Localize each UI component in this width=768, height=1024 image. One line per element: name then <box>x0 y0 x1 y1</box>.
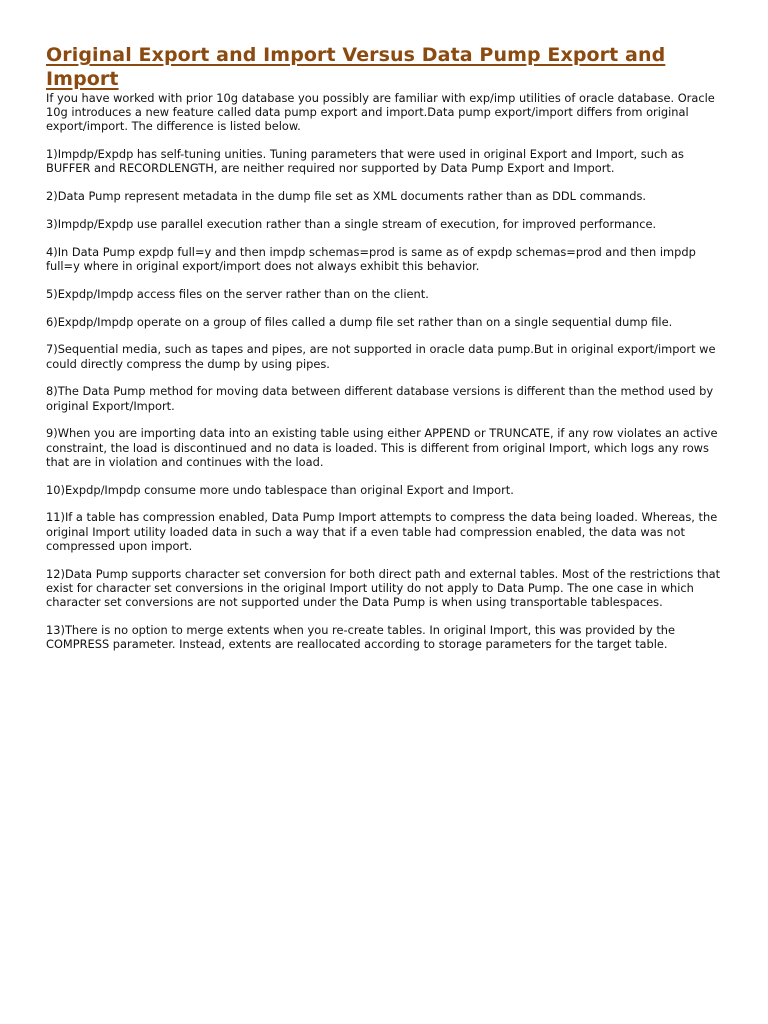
paragraph-11: 11)If a table has compression enabled, Data Pump Import attempts to compress the data being loaded. Whereas, the original Import utility loaded data in such a way that if a even table had compression enabled, the data was not compressed upon import. <box>46 510 718 553</box>
paragraph-10: 10)Expdp/Impdp consume more undo tablespace than original Export and Import. <box>46 482 514 497</box>
paragraph-3: 3)Impdp/Expdp use parallel execution rather than a single stream of execution, for improved performance. <box>46 217 657 231</box>
paragraph-7: 7)Sequential media, such as tapes and pipes, are not supported in oracle data pump.But in original export/import we could directly compress the dump by using pipes. <box>46 342 716 371</box>
paragraph-12: 12)Data Pump supports character set conversion for both direct path and external tables. Most of the restrictions that exist for character set conversions in the original Import utility do not apply to Data Pump. The one case in which character set conversions are not supported under the Data Pump is when using transportable tablespaces. <box>46 566 721 609</box>
paragraph-9: 9)When you are importing data into an existing table using either APPEND or TRUNCATE, if any row violates an active constraint, the load is discontinued and no data is loaded. This is different from original Import, which logs any rows that are in violation and continues with the load. <box>46 426 718 469</box>
paragraph-13: 13)There is no option to merge extents when you re-create tables. In original Import, this was provided by the COMPRESS parameter. Instead, extents are reallocated according to storage parameters for the target table. <box>46 622 676 651</box>
document-page <box>46 43 726 665</box>
paragraph-6: 6)Expdp/Impdp operate on a group of files called a dump file set rather than on a single sequential dump file. <box>46 314 673 329</box>
paragraph-2: 2)Data Pump represent metadata in the dump file set as XML documents rather than as DDL commands. <box>46 189 647 204</box>
paragraph-4: 4)In Data Pump expdp full=y and then impdp schemas=prod is same as of expdp schemas=prod and then impdp full=y where in original export/import does not always exhibit this behavior. <box>46 244 696 273</box>
paragraph-8: 8)The Data Pump method for moving data between different database versions is different than the method used by original Export/Import. <box>46 384 714 413</box>
intro-paragraph: If you have worked with prior 10g database you possibly are familiar with exp/imp utilities of oracle database. Oracle 10g introduces a new feature called data pump export and import.Data pump export/import differs from original export/import. The difference is listed below. <box>46 91 715 134</box>
paragraph-1: 1)Impdp/Expdp has self-tuning unities. Tuning parameters that were used in original Export and Import, such as BUFFER and RECORDLENGTH, are neither required nor supported by Data Pump Export and Import. <box>46 147 684 176</box>
paragraph-5: 5)Expdp/Impdp access files on the server rather than on the client. <box>46 286 429 301</box>
page-title: Original Export and Import Versus Data Pump Export and Import <box>46 44 666 90</box>
